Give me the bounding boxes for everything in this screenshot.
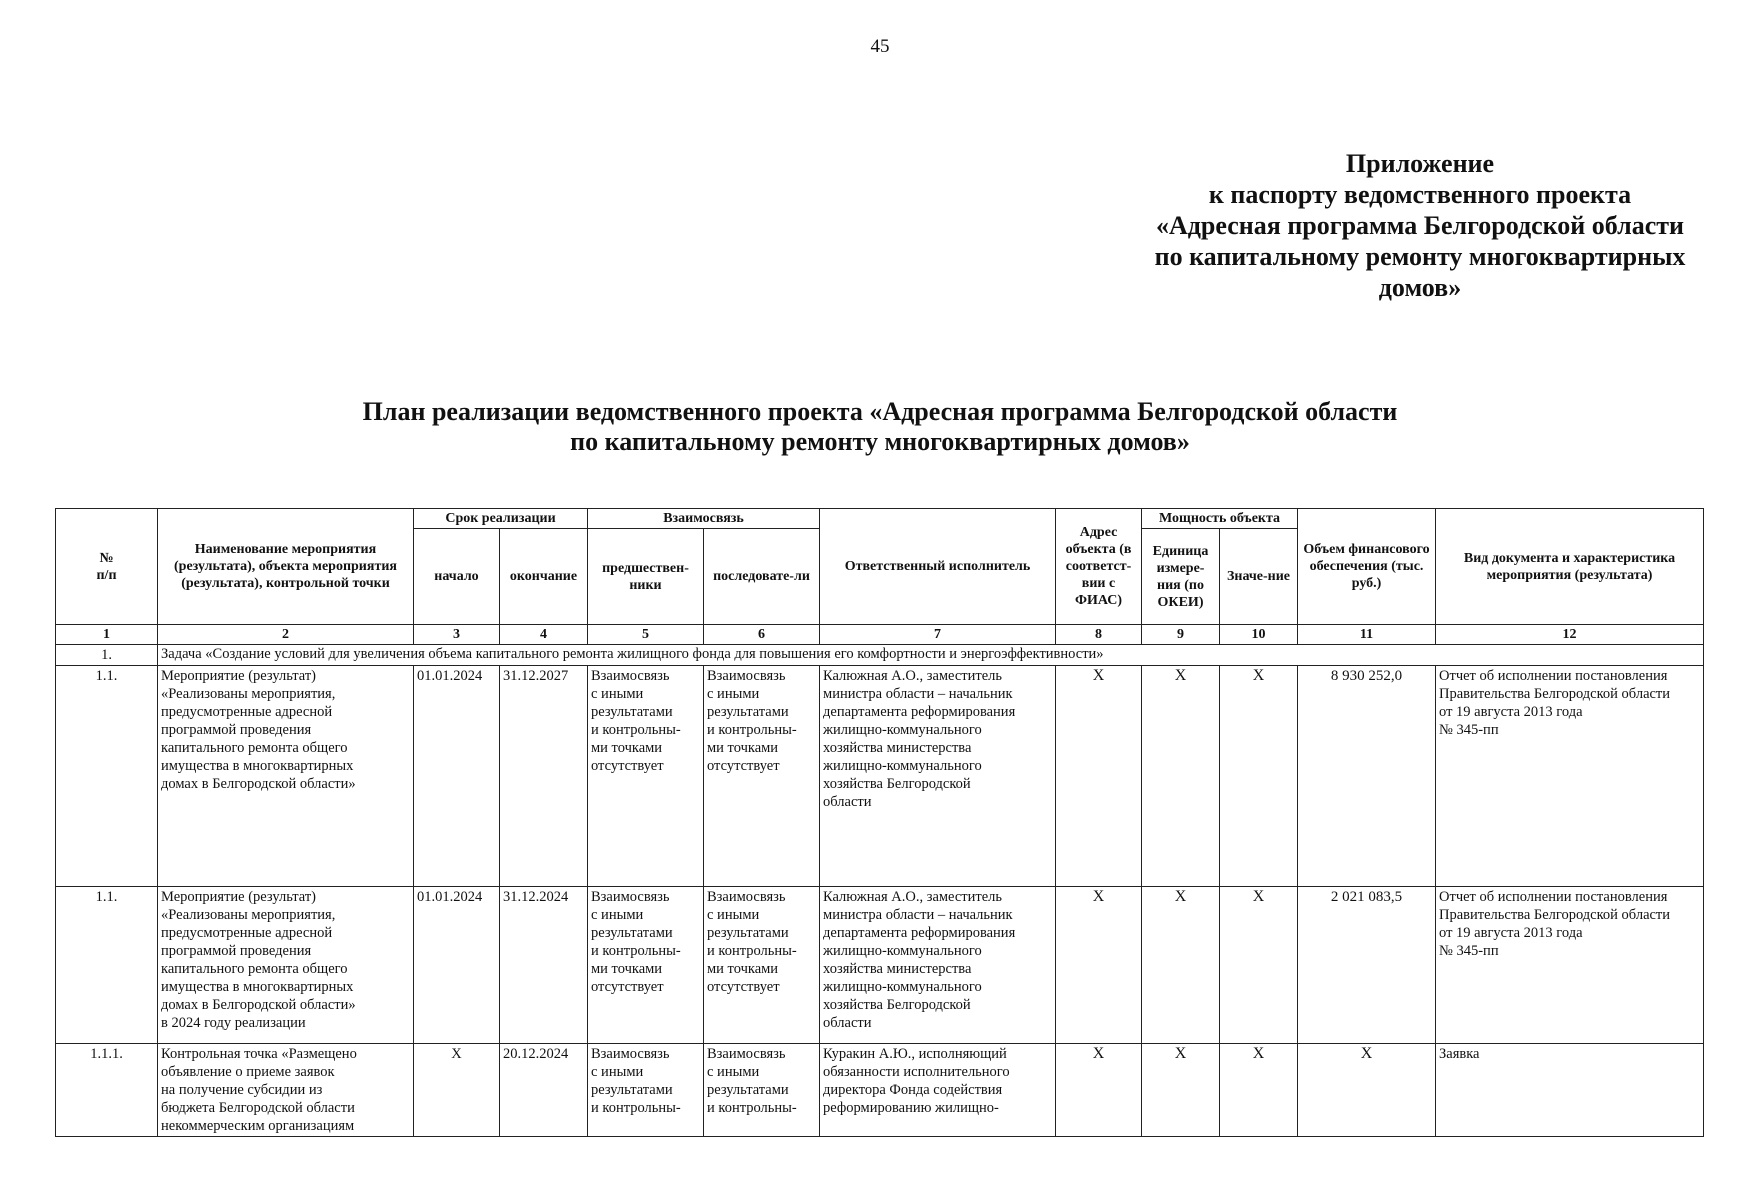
row-finance: X bbox=[1298, 1044, 1436, 1137]
row-name: Мероприятие (результат) «Реализованы мероприятия, предусмотренные адресной программой проведения капитального ремонта общего имущества в многоквартирных домах в Белгородской области» в 2024 году реализации bbox=[158, 887, 414, 1044]
column-number: 12 bbox=[1436, 625, 1704, 645]
row-address: X bbox=[1056, 666, 1142, 887]
column-number: 9 bbox=[1142, 625, 1220, 645]
row-doc: Отчет об исполнении постановления Правительства Белгородской области от 19 августа 2013 года № 345-пп bbox=[1436, 666, 1704, 887]
table-row bbox=[56, 1044, 1704, 1137]
row-num: 1.1.1. bbox=[56, 1044, 158, 1137]
row-doc: Заявка bbox=[1436, 1044, 1704, 1137]
header-link-prev: предшествен-ники bbox=[588, 529, 704, 625]
header-row bbox=[56, 509, 1704, 529]
row-doc: Отчет об исполнении постановления Правительства Белгородской области от 19 августа 2013 года № 345-пп bbox=[1436, 887, 1704, 1044]
header-capacity-value: Значе-ние bbox=[1220, 529, 1298, 625]
header-term-start: начало bbox=[414, 529, 500, 625]
header-capacity-unit: Единица измере-ния (по ОКЕИ) bbox=[1142, 529, 1220, 625]
plan-table bbox=[55, 508, 1704, 1137]
row-predecessors: Взаимосвязь с иными результатами и контрольны- bbox=[588, 1044, 704, 1137]
header-num: № п/п bbox=[56, 509, 158, 625]
row-num: 1.1. bbox=[56, 666, 158, 887]
column-number: 5 bbox=[588, 625, 704, 645]
task-text: Задача «Создание условий для увеличения объема капитального ремонта жилищного фонда для повышения его комфортности и энергоэффективности» bbox=[158, 645, 1704, 666]
row-address: X bbox=[1056, 887, 1142, 1044]
appendix-line: Приложение bbox=[1345, 149, 1495, 178]
column-number: 10 bbox=[1220, 625, 1298, 645]
column-number: 2 bbox=[158, 625, 414, 645]
header-finance: Объем финансового обеспечения (тыс. руб.) bbox=[1298, 509, 1436, 625]
row-start-date: 01.01.2024 bbox=[414, 887, 500, 1044]
header-address: Адрес объекта (в соответст-вии с ФИАС) bbox=[1056, 509, 1142, 625]
appendix-line: по капитальному ремонту многоквартирных bbox=[1154, 242, 1686, 271]
row-unit: X bbox=[1142, 1044, 1220, 1137]
column-number: 3 bbox=[414, 625, 500, 645]
column-number: 4 bbox=[500, 625, 588, 645]
row-unit: X bbox=[1142, 887, 1220, 1044]
header-term-end: окончание bbox=[500, 529, 588, 625]
row-value: X bbox=[1220, 1044, 1298, 1137]
header-link-group: Взаимосвязь bbox=[588, 509, 820, 529]
column-number: 1 bbox=[56, 625, 158, 645]
column-number: 11 bbox=[1298, 625, 1436, 645]
header-link-next: последовате-ли bbox=[704, 529, 820, 625]
row-start-date: X bbox=[414, 1044, 500, 1137]
column-number: 7 bbox=[820, 625, 1056, 645]
appendix-line: «Адресная программа Белгородской области bbox=[1155, 211, 1684, 240]
row-finance: 8 930 252,0 bbox=[1298, 666, 1436, 887]
row-end-date: 20.12.2024 bbox=[500, 1044, 588, 1137]
header-responsible: Ответственный исполнитель bbox=[820, 509, 1056, 625]
row-value: X bbox=[1220, 887, 1298, 1044]
row-address: X bbox=[1056, 1044, 1142, 1137]
appendix-line: к паспорту ведомственного проекта bbox=[1208, 180, 1632, 209]
row-num: 1.1. bbox=[56, 887, 158, 1044]
row-responsible: Калюжная А.О., заместитель министра области – начальник департамента реформирования жилищно-коммунального хозяйства министерства жилищно-коммунального хозяйства Белгородской области bbox=[820, 666, 1056, 887]
plan-title-line: по капитальному ремонту многоквартирных домов» bbox=[570, 427, 1190, 456]
row-successors: Взаимосвязь с иными результатами и контрольны- ми точками отсутствует bbox=[704, 887, 820, 1044]
appendix-heading bbox=[1090, 148, 1750, 303]
row-successors: Взаимосвязь с иными результатами и контрольны- bbox=[704, 1044, 820, 1137]
task-num: 1. bbox=[56, 645, 158, 666]
row-name: Контрольная точка «Размещено объявление о приеме заявок на получение субсидии из бюджета Белгородской области некоммерческим организациям bbox=[158, 1044, 414, 1137]
appendix-line: домов» bbox=[1378, 273, 1462, 302]
header-name: Наименование мероприятия (результата), объекта мероприятия (результата), контрольной точки bbox=[158, 509, 414, 625]
row-unit: X bbox=[1142, 666, 1220, 887]
column-number: 8 bbox=[1056, 625, 1142, 645]
page-number: 45 bbox=[870, 36, 890, 57]
column-number-row bbox=[56, 625, 1704, 645]
table-row bbox=[56, 887, 1704, 1044]
row-end-date: 31.12.2027 bbox=[500, 666, 588, 887]
plan-title-line: План реализации ведомственного проекта «Адресная программа Белгородской области bbox=[362, 397, 1398, 426]
table-row bbox=[56, 666, 1704, 887]
task-row bbox=[56, 645, 1704, 666]
row-successors: Взаимосвязь с иными результатами и контрольны- ми точками отсутствует bbox=[704, 666, 820, 887]
row-finance: 2 021 083,5 bbox=[1298, 887, 1436, 1044]
header-capacity-group: Мощность объекта bbox=[1142, 509, 1298, 529]
header-doc-type: Вид документа и характеристика мероприятия (результата) bbox=[1436, 509, 1704, 625]
row-responsible: Куракин А.Ю., исполняющий обязанности исполнительного директора Фонда содействия реформированию жилищно- bbox=[820, 1044, 1056, 1137]
row-responsible: Калюжная А.О., заместитель министра области – начальник департамента реформирования жилищно-коммунального хозяйства министерства жилищно-коммунального хозяйства Белгородской области bbox=[820, 887, 1056, 1044]
column-number: 6 bbox=[704, 625, 820, 645]
row-start-date: 01.01.2024 bbox=[414, 666, 500, 887]
header-term-group: Срок реализации bbox=[414, 509, 588, 529]
row-name: Мероприятие (результат) «Реализованы мероприятия, предусмотренные адресной программой проведения капитального ремонта общего имущества в многоквартирных домах в Белгородской области» bbox=[158, 666, 414, 887]
row-value: X bbox=[1220, 666, 1298, 887]
row-end-date: 31.12.2024 bbox=[500, 887, 588, 1044]
plan-title bbox=[200, 397, 1560, 457]
row-predecessors: Взаимосвязь с иными результатами и контрольны- ми точками отсутствует bbox=[588, 887, 704, 1044]
row-predecessors: Взаимосвязь с иными результатами и контрольны- ми точками отсутствует bbox=[588, 666, 704, 887]
